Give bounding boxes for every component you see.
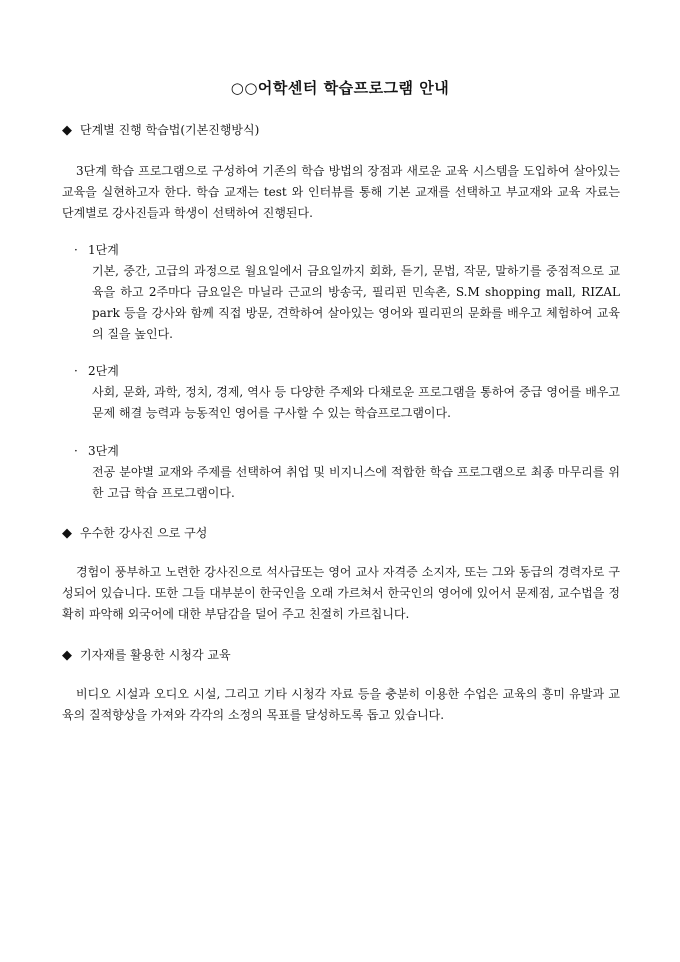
dot-bullet-icon: · bbox=[74, 444, 78, 458]
section-heading-text: 우수한 강사진 으로 구성 bbox=[80, 526, 208, 540]
diamond-bullet-icon: ◆ bbox=[62, 526, 72, 541]
diamond-bullet-icon: ◆ bbox=[62, 123, 72, 138]
document-title: ○○어학센터 학습프로그램 안내 bbox=[230, 79, 450, 97]
diamond-bullet-icon: ◆ bbox=[62, 648, 72, 663]
audiovisual-paragraph: 비디오 시설과 오디오 시설, 그리고 기타 시청각 자료 등을 충분히 이용한 수업은 교육의 흥미 유발과 교육의 질적향상을 가져와 각각의 소정의 목표를 달성하도록 돕고 있습니다. bbox=[62, 687, 620, 722]
dot-bullet-icon: · bbox=[74, 364, 78, 378]
stage-3-description: 전공 분야별 교재와 주제를 선택하여 취업 및 비지니스에 적합한 학습 프로그램으로 최종 마무리를 위한 고급 학습 프로그램이다. bbox=[92, 465, 620, 500]
stage-2-description: 사회, 문화, 과학, 정치, 경제, 역사 등 다양한 주제와 다채로운 프로그램을 통하여 중급 영어를 배우고 문제 해결 능력과 능동적인 영어를 구사할 수 있는 학습프로그램이다. bbox=[92, 385, 620, 420]
stage-1-label bbox=[74, 240, 119, 261]
stage-label-text: 3단계 bbox=[88, 444, 119, 458]
section-heading-step-method bbox=[62, 120, 259, 141]
stage-1-description: 기본, 중간, 고급의 과정으로 월요일에서 금요일까지 회화, 듣기, 문법, 작문, 말하기를 중점적으로 교육을 하고 2주마다 금요일은 마닐라 근교의 방송국, 필리핀 민속촌, S.M shopping mall, RIZAL park 등을 강사와 함께 직접 방문, 견학하여 살아있는 영어와 필리핀의 문화를 배우고 체험하여 교육의 질을 높인다. bbox=[92, 264, 620, 341]
stage-label-text: 1단계 bbox=[88, 243, 119, 257]
intro-paragraph: 3단계 학습 프로그램으로 구성하여 기존의 학습 방법의 장점과 새로운 교육 시스템을 도입하여 살아있는 교육을 실현하고자 한다. 학습 교재는 test 와 인터뷰를 통해 기본 교재를 선택하고 부교재와 교육 자료는 단계별로 강사진들과 학생이 선택하여 진행된다. bbox=[62, 164, 620, 220]
instructors-paragraph: 경험이 풍부하고 노련한 강사진으로 석사급또는 영어 교사 자격증 소지자, 또는 그와 동급의 경력자로 구성되어 있습니다. 또한 그들 대부분이 한국인을 오래 가르쳐서 한국인의 영어에 있어서 문제점, 교수법을 정확히 파악해 외국어에 대한 부담감을 덜어 주고 친절히 가르칩니다. bbox=[62, 565, 620, 621]
dot-bullet-icon: · bbox=[74, 243, 78, 257]
stage-2-label bbox=[74, 361, 119, 382]
section-heading-text: 기자재를 활용한 시청각 교육 bbox=[80, 648, 231, 662]
section-heading-audiovisual bbox=[62, 645, 231, 666]
stage-3-label bbox=[74, 441, 119, 462]
section-heading-instructors bbox=[62, 523, 207, 544]
stage-label-text: 2단계 bbox=[88, 364, 119, 378]
section-heading-text: 단계별 진행 학습법(기본진행방식) bbox=[80, 123, 260, 137]
